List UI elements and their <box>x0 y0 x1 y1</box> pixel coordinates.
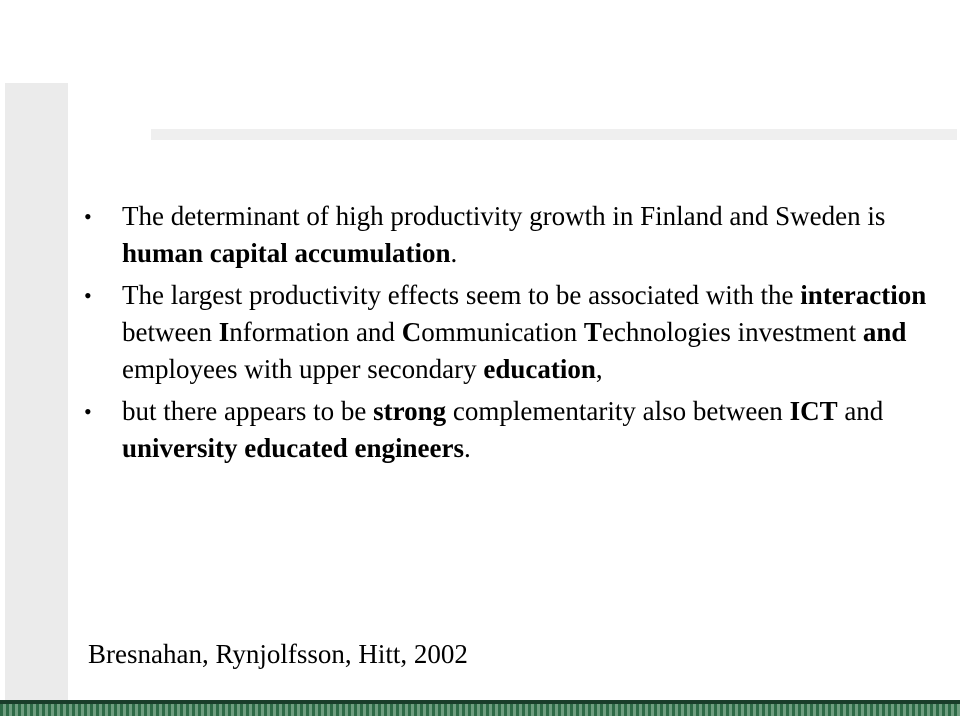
bullet-dot-icon: • <box>84 283 92 308</box>
bullet-dot-icon: • <box>84 204 92 229</box>
citation: Bresnahan, Rynjolfsson, Hitt, 2002 <box>88 639 468 669</box>
bullet-list <box>80 198 940 472</box>
bullet-dot-icon: • <box>84 399 92 424</box>
top-decorative-rule <box>151 129 957 140</box>
bullet-item: • The largest productivity effects seem to be associated with the interaction between Information and Communication Technologies investment and employees with upper secondary education, <box>80 277 940 388</box>
bullet-item: • The determinant of high productivity growth in Finland and Sweden is human capital accumulation. <box>80 198 940 272</box>
footer-pattern-stripe <box>0 704 960 716</box>
footer-band <box>0 700 960 716</box>
left-decorative-bar <box>5 83 68 700</box>
bullet-item: • but there appears to be strong complementarity also between ICT and university educated engineers. <box>80 393 940 467</box>
